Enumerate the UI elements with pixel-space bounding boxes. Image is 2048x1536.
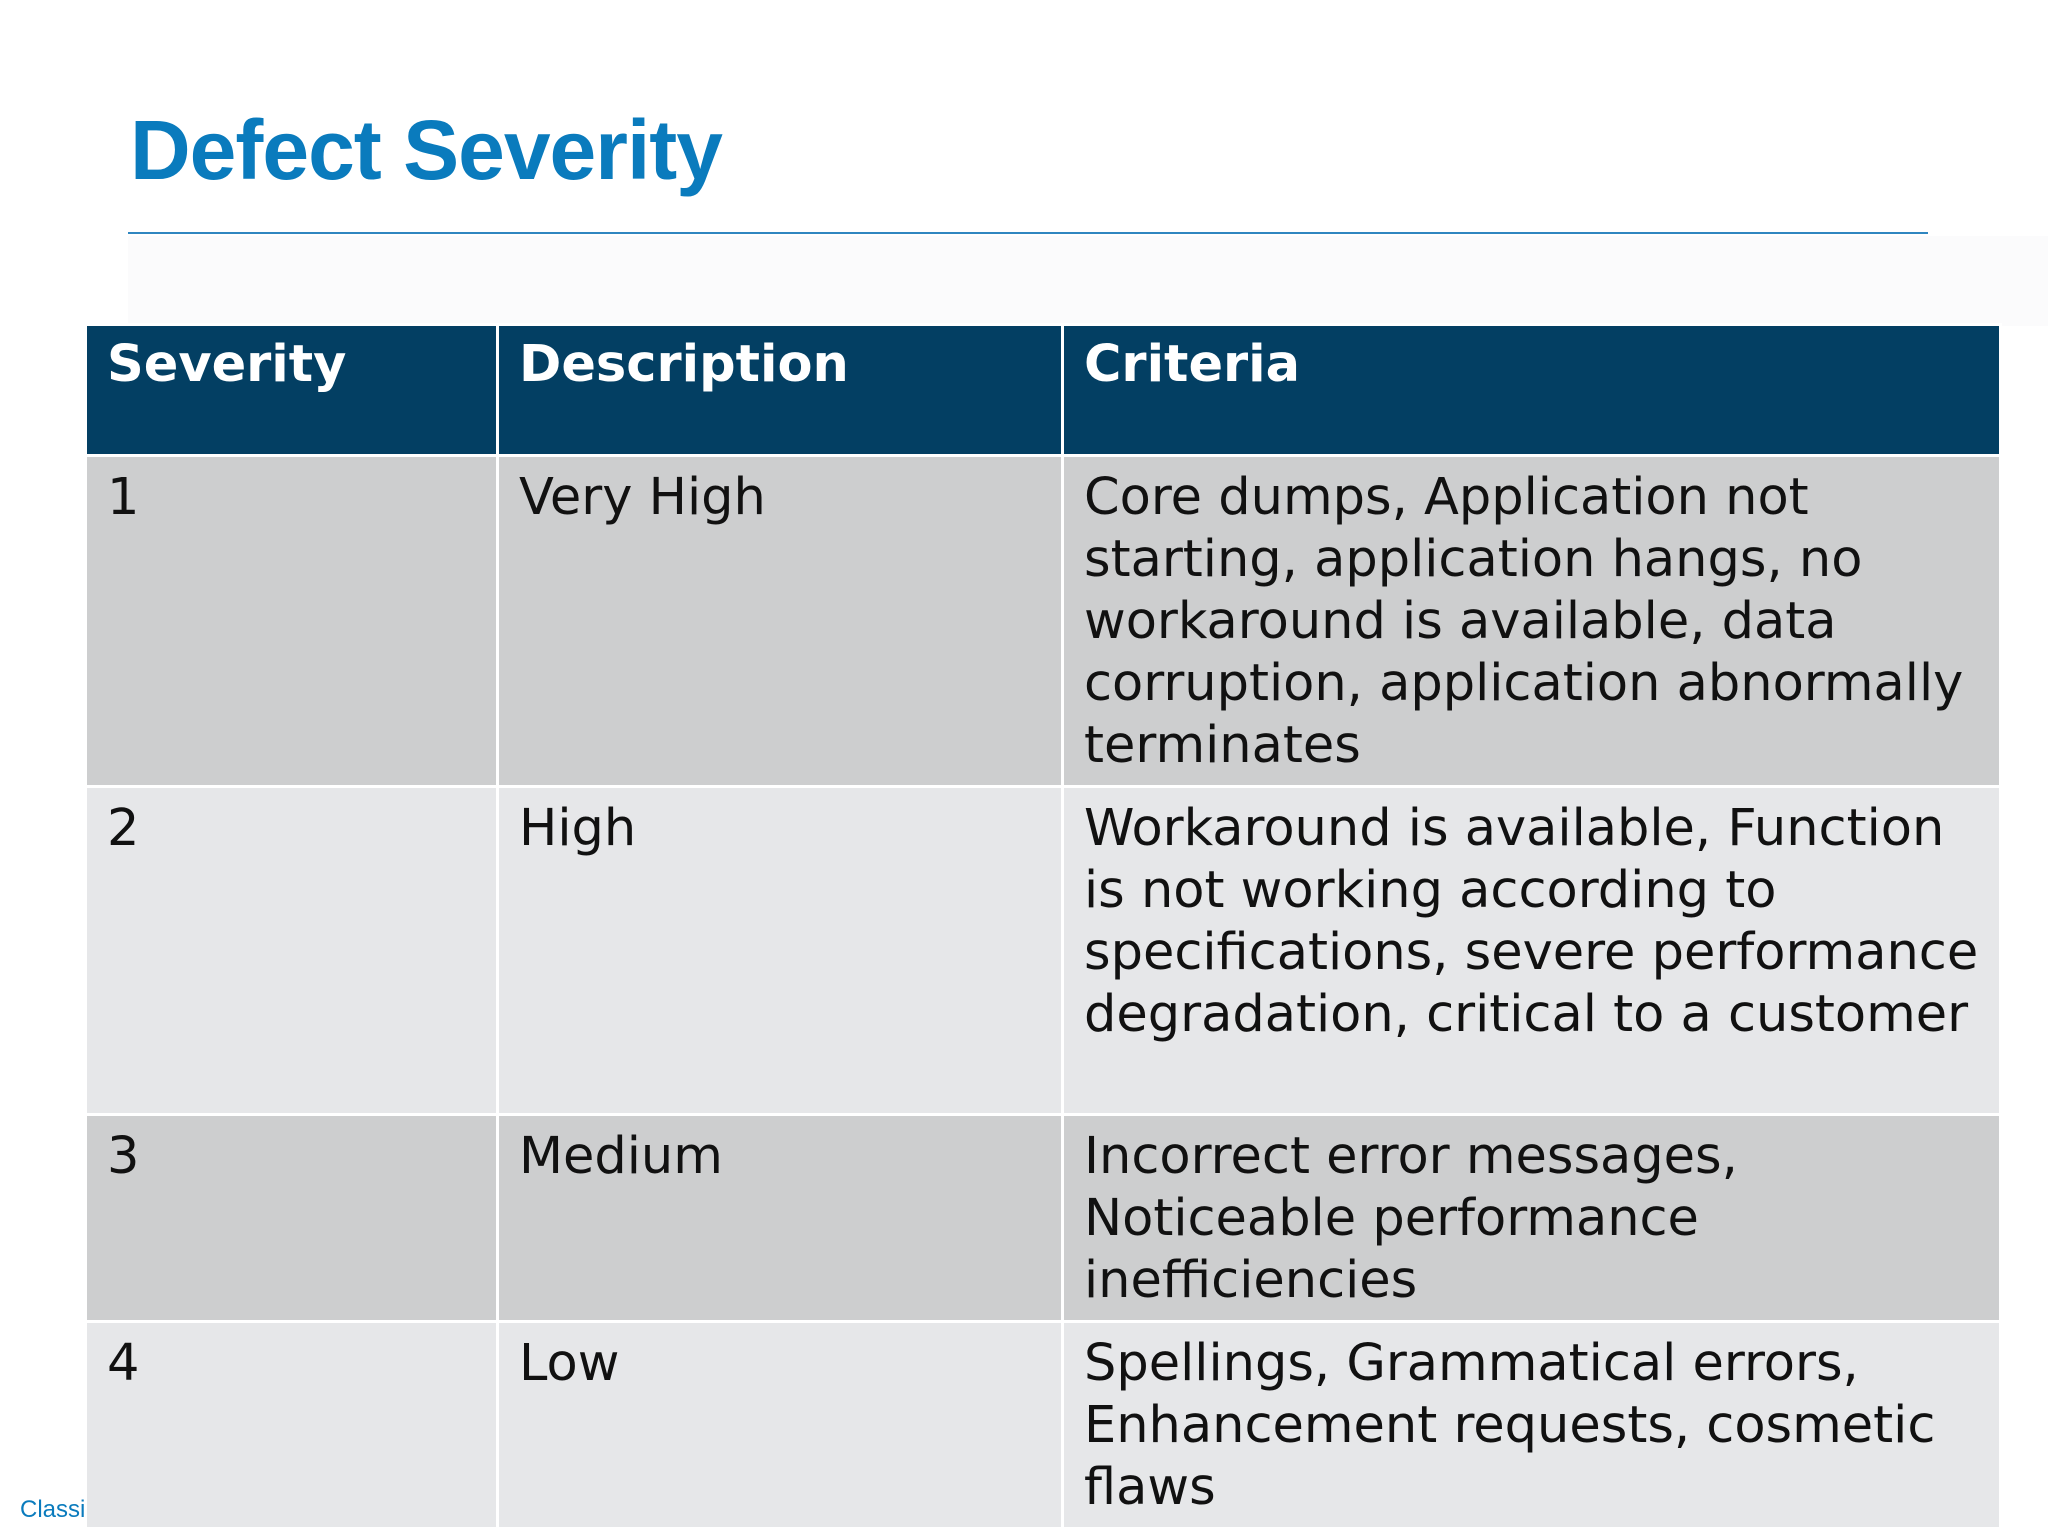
- footer-classification-label: Classi: [20, 1496, 86, 1523]
- table-header-row: [86, 325, 2001, 456]
- severity-cell: 1: [86, 456, 498, 787]
- title-divider: [128, 232, 1928, 234]
- severity-cell: 2: [86, 787, 498, 1115]
- description-cell: Very High: [498, 456, 1063, 787]
- description-cell: High: [498, 787, 1063, 1115]
- header-description: Description: [498, 325, 1063, 456]
- description-cell: Low: [498, 1322, 1063, 1529]
- background-band: [128, 236, 2048, 326]
- table-row: [86, 1322, 2001, 1529]
- header-severity: Severity: [86, 325, 498, 456]
- criteria-cell: Spellings, Grammatical errors, Enhancement requests, cosmetic flaws: [1063, 1322, 2001, 1529]
- table-row: [86, 1115, 2001, 1322]
- table-row: [86, 787, 2001, 1115]
- slide-title: Defect Severity: [130, 103, 722, 197]
- criteria-cell: Incorrect error messages, Noticeable performance inefficiencies: [1063, 1115, 2001, 1322]
- severity-cell: 3: [86, 1115, 498, 1322]
- severity-cell: 4: [86, 1322, 498, 1529]
- criteria-cell: Core dumps, Application not starting, application hangs, no workaround is available, data corruption, application abnormally terminates: [1063, 456, 2001, 787]
- criteria-cell: Workaround is available, Function is not working according to specifications, severe performance degradation, critical to a customer: [1063, 787, 2001, 1115]
- table-row: [86, 456, 2001, 787]
- description-cell: Medium: [498, 1115, 1063, 1322]
- header-criteria: Criteria: [1063, 325, 2001, 456]
- severity-table: [84, 323, 2002, 1530]
